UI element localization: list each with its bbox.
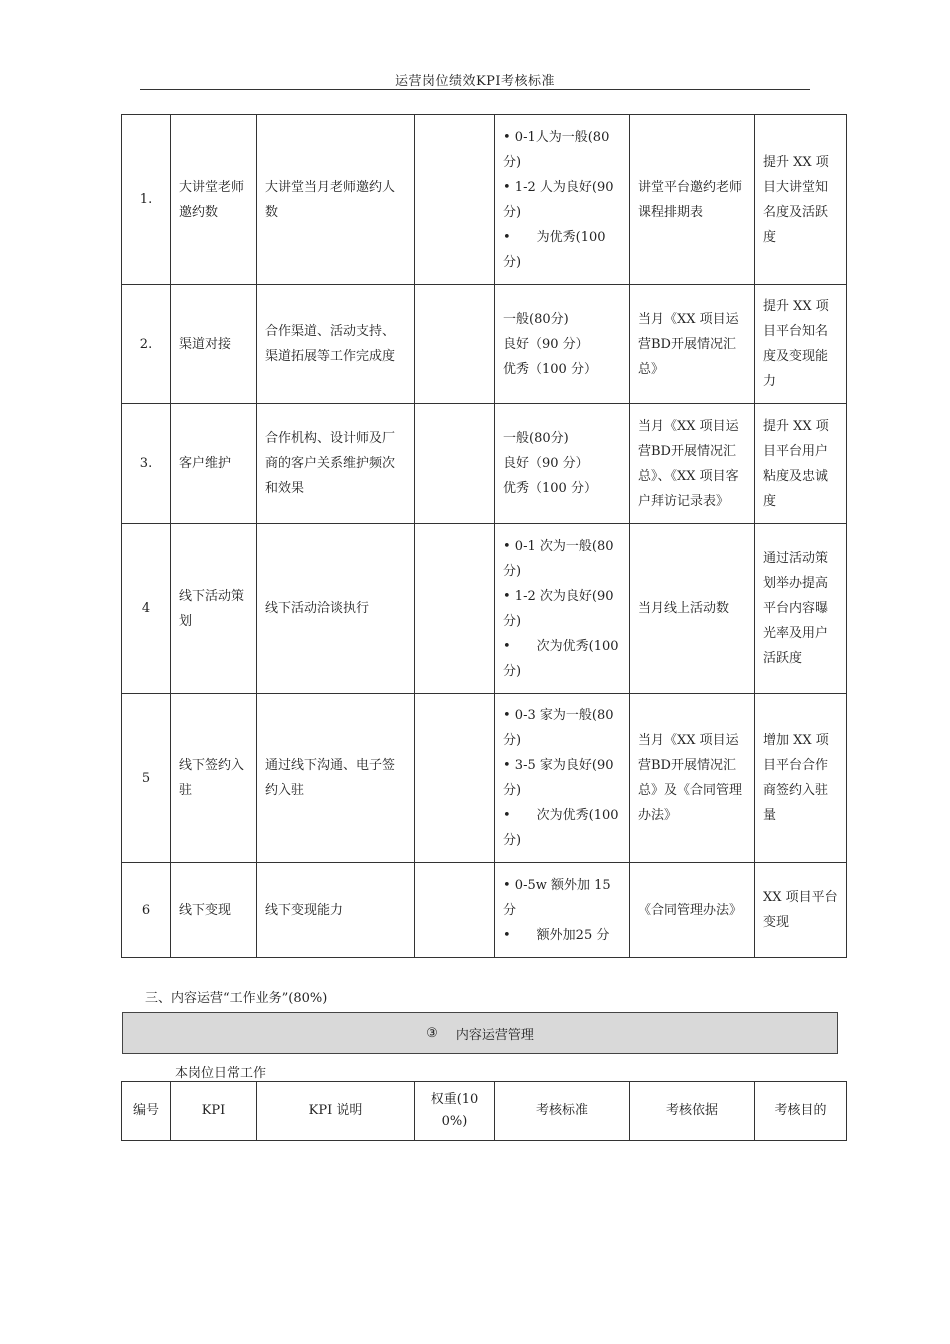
header-description: KPI 说明	[257, 1082, 415, 1141]
row-criteria	[495, 863, 630, 958]
row-basis: 当月线上活动数	[630, 524, 755, 694]
table-row	[122, 285, 847, 404]
circled-number-icon: ③	[426, 1025, 438, 1041]
row-basis: 当月《XX 项目运营BD开展情况汇总》	[630, 285, 755, 404]
header-weight: 权重(100%)	[415, 1082, 495, 1141]
row-weight	[415, 524, 495, 694]
header-criteria: 考核标准	[495, 1082, 630, 1141]
kpi-table-body	[122, 115, 847, 958]
row-number: 4	[122, 524, 171, 694]
daily-work-header-table	[121, 1081, 847, 1141]
row-kpi: 渠道对接	[171, 285, 257, 404]
row-goal: 提升 XX 项目大讲堂知名度及活跃度	[755, 115, 847, 285]
criteria-line: • 0-1人为一般(80分)	[503, 129, 610, 170]
criteria-line: • 1-2 人为良好(90分)	[503, 179, 614, 220]
daily-work-label: 本岗位日常工作	[175, 1066, 267, 1081]
criteria-line: • 3-5 家为良好(90分)	[503, 758, 614, 798]
criteria-line: • 0-1 次为一般(80分)	[503, 538, 614, 579]
table-header-row	[122, 1082, 847, 1141]
criteria-line: • 1-2 次为良好(90分)	[503, 588, 614, 629]
row-description: 通过线下沟通、电子签约入驻	[257, 694, 415, 863]
row-kpi: 线下活动策划	[171, 524, 257, 694]
header-number: 编号	[122, 1082, 171, 1141]
row-criteria	[495, 115, 630, 285]
criteria-line: 一般(80分)	[503, 431, 569, 446]
criteria-line: 良好（90 分）	[503, 336, 589, 352]
criteria-line: 良好（90 分）	[503, 456, 589, 471]
table-row	[122, 115, 847, 285]
section-title: 三、内容运营“工作业务”(80%)	[145, 991, 328, 1006]
row-criteria	[495, 404, 630, 524]
criteria-line: • 0-5w 额外加 15分	[503, 877, 611, 918]
row-goal: 提升 XX 项目平台知名度及变现能力	[755, 285, 847, 404]
row-basis: 当月《XX 项目运营BD开展情况汇总》、《XX 项目客户拜访记录表》	[630, 404, 755, 524]
page-header-title: 运营岗位绩效KPI考核标准	[394, 74, 556, 89]
row-weight	[415, 404, 495, 524]
header-goal: 考核目的	[755, 1082, 847, 1141]
row-number: 3.	[122, 404, 171, 524]
criteria-line: 优秀（100 分）	[503, 481, 597, 496]
criteria-line: 优秀（100 分）	[503, 361, 597, 377]
row-kpi: 大讲堂老师邀约数	[171, 115, 257, 285]
header-basis: 考核依据	[630, 1082, 755, 1141]
row-weight	[415, 694, 495, 863]
criteria-line: 一般(80分)	[503, 311, 569, 327]
row-goal: 增加 XX 项目平台合作商签约入驻量	[755, 694, 847, 863]
section-banner	[122, 1012, 838, 1054]
criteria-line: • 0-3 家为一般(80分)	[503, 708, 614, 748]
row-weight	[415, 115, 495, 285]
row-basis: 《合同管理办法》	[630, 863, 755, 958]
row-goal: XX 项目平台变现	[755, 863, 847, 958]
row-number: 5	[122, 694, 171, 863]
row-kpi: 线下变现	[171, 863, 257, 958]
row-goal: 通过活动策划举办提高平台内容曝光率及用户活跃度	[755, 524, 847, 694]
row-description: 大讲堂当月老师邀约人数	[257, 115, 415, 285]
row-basis: 讲堂平台邀约老师课程排期表	[630, 115, 755, 285]
row-description: 合作渠道、活动支持、渠道拓展等工作完成度	[257, 285, 415, 404]
header-kpi: KPI	[171, 1082, 257, 1141]
row-criteria	[495, 524, 630, 694]
row-criteria	[495, 694, 630, 863]
criteria-line: • 额外加25 分	[503, 927, 610, 943]
row-basis: 当月《XX 项目运营BD开展情况汇总》及《合同管理办法》	[630, 694, 755, 863]
row-number: 6	[122, 863, 171, 958]
row-description: 线下活动洽谈执行	[257, 524, 415, 694]
row-description: 合作机构、设计师及厂商的客户关系维护频次和效果	[257, 404, 415, 524]
table-row	[122, 524, 847, 694]
kpi-table	[121, 114, 847, 958]
criteria-line: • 为优秀(100分)	[503, 229, 606, 270]
banner-label: 内容运营管理	[455, 1027, 534, 1043]
criteria-line: • 次为优秀(100分)	[503, 808, 619, 848]
row-kpi: 客户维护	[171, 404, 257, 524]
criteria-line: • 次为优秀(100分)	[503, 638, 619, 679]
row-kpi: 线下签约入驻	[171, 694, 257, 863]
table-row	[122, 404, 847, 524]
table-row	[122, 694, 847, 863]
table-row	[122, 863, 847, 958]
row-description: 线下变现能力	[257, 863, 415, 958]
row-goal: 提升 XX 项目平台用户粘度及忠诚度	[755, 404, 847, 524]
row-number: 2.	[122, 285, 171, 404]
row-weight	[415, 863, 495, 958]
row-weight	[415, 285, 495, 404]
row-number: 1.	[122, 115, 171, 285]
header-rule	[140, 89, 810, 90]
row-criteria	[495, 285, 630, 404]
